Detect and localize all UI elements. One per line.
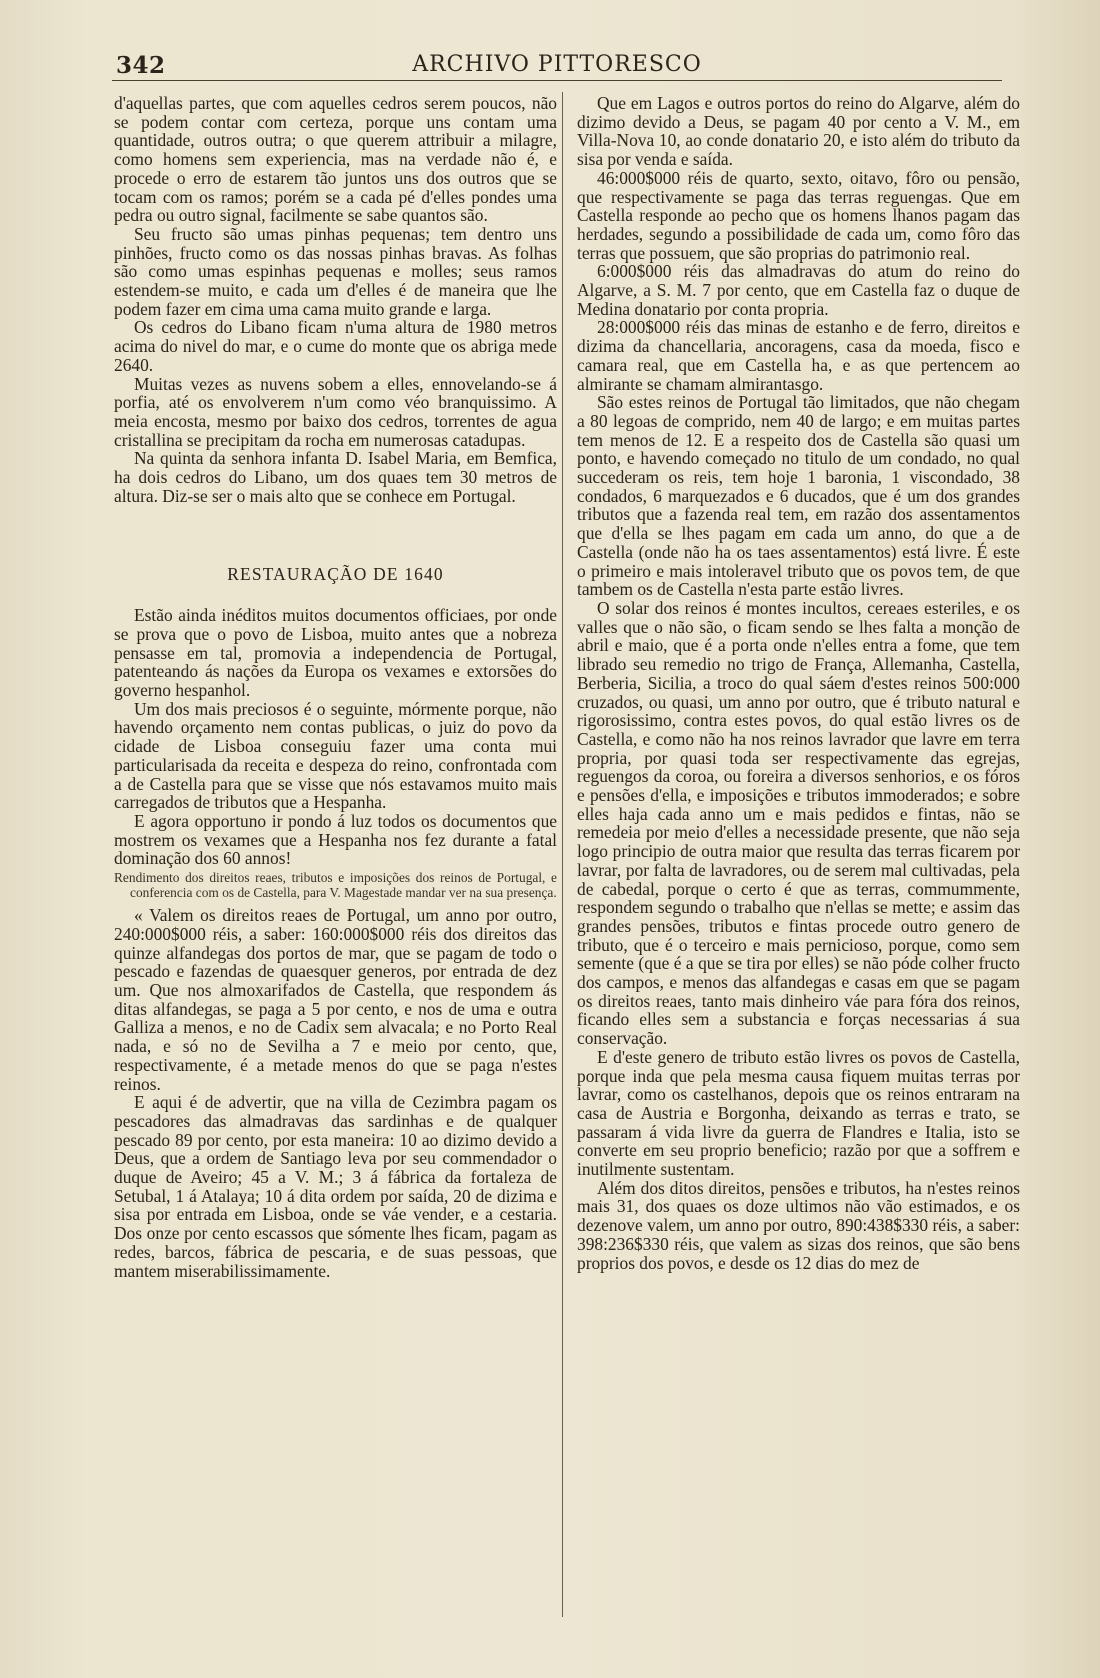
document-caption: Rendimento dos direitos reaes, tributos e imposições dos reinos de Portugal, e conferencia com os de Castella, para V. Magestade mandar ver na sua presença.	[114, 870, 557, 900]
paragraph: E aqui é de advertir, que na villa de Cezimbra pagam os pescadores das almadravas das sardinhas e de qualquer pescado 89 por cento, por esta maneira: 10 ao dizimo devido a Deus, que a ordem de Santiago leva por seu commendador o duque de Aveiro; 45 a V. M.; 3 á fábrica da fortaleza de Setubal, 1 á Atalaya; 10 á dita ordem por saída, 20 de dizima e sisa por entrada em Lisboa, onde se váe vender, e a cestaria. Dos onze por cento escassos que sómente lhes ficam, pagam as redes, barcos, fábrica de pescaria, e de suas pessoas, que mantem miserabilissimamente.	[114, 1092, 557, 1281]
paragraph: Estão ainda inéditos muitos documentos officiaes, por onde se prova que o povo de Lisboa, muito antes que a nobreza pensasse em tal, promovia a independencia de Portugal, patenteando ás nações da Europa os vexames e extorsões do governo hespanhol.	[114, 605, 557, 700]
right-column	[577, 94, 1020, 1272]
paragraph: Muitas vezes as nuvens sobem a elles, ennovelando-se á porfia, até os envolverem n'um como véo branquissimo. A meia encosta, mesmo por baixo dos cedros, torrentes de agua cristallina se precipitam da rocha em numerosas catadupas.	[114, 373, 557, 450]
paragraph: Um dos mais preciosos é o seguinte, mórmente porque, não havendo orçamento nem contas publicas, o juiz do povo da cidade de Lisboa conseguiu fazer uma conta mui particularisada da receita e despeza do reino, confrontada com a de Castella para que se visse que nós estavamos muito mais carregados de tributos que a Hespanha.	[114, 698, 557, 813]
paragraph: E d'este genero de tributo estão livres os povos de Castella, porque inda que pela mesma causa fiquem muitas terras por lavrar, como os castelhanos, depois que os reinos entraram na casa de Austria e Borgonha, deixando as terras e trato, se passaram á vida livre da guerra de Flandres e Italia, isto se converte em seu proprio beneficio; razão por que a soffrem e inutilmente sustentam.	[577, 1046, 1020, 1180]
page-number: 342	[116, 52, 166, 79]
paragraph: Além dos ditos direitos, pensões e tributos, ha n'estes reinos mais 31, dos quaes os doze ultimos não vão estimados, e os dezenove valem, um anno por outro, 890:438$330 réis, a saber: 398:236$330 réis, que valem as sizas dos reinos, que são bens proprios dos povos, e desde os 12 dias do mez de	[577, 1177, 1020, 1273]
page-header	[112, 48, 1002, 81]
section-title: RESTAURAÇÃO DE 1640	[227, 564, 444, 585]
paragraph: Que em Lagos e outros portos do reino do Algarve, além do dizimo devido a Deus, se pagam 40 por cento a V. M., em Villa-Nova 10, ao conde donatario 20, e isto além do tributo da sisa por venda e saída.	[577, 93, 1020, 170]
paragraph: São estes reinos de Portugal tão limitados, que não chegam a 80 legoas de comprido, nem 40 de largo; e em muitas partes tem menos de 12. E a respeito dos de Castella são quasi um ponto, e havendo começado no titulo de um condado, no qual succederam os reis, tem hoje 1 baronia, 1 viscondado, 38 condados, 6 marquezados e 6 ducados, que é um dos grandes tributos que a fazenda real tem, em razão dos assentamentos que d'ella se lhes pagam em cada um anno, do que a de Castella (onde não ha os taes assentamentos) está livre. É este o primeiro e mais intoleravel tributo que os povos tem, de que tambem os de Castella n'esta parte estão livres.	[577, 392, 1020, 600]
paragraph: 6:000$000 réis das almadravas do atum do reino do Algarve, a S. M. 7 por cento, que em Castella faz o duque de Medina donatario por conta propria.	[577, 261, 1020, 319]
paragraph: Na quinta da senhora infanta D. Isabel Maria, em Bemfica, ha dois cedros do Libano, um dos quaes tem 30 metros de altura. Diz-se ser o mais alto que se conhece em Portugal.	[114, 448, 557, 506]
column-divider	[562, 92, 563, 1617]
paragraph: Seu fructo são umas pinhas pequenas; tem dentro uns pinhões, fructo como os das nossas pinhas bravas. As folhas são como umas espinhas pequenas e molles; seus ramos estendem-se muito, e cada um d'elles é de maneira que lhe podem fazer em cima uma cama muito grande e larga.	[114, 223, 557, 319]
paragraph: « Valem os direitos reaes de Portugal, um anno por outro, 240:000$000 réis, a saber: 160:000$000 réis dos direitos das quinze alfandegas dos portos de mar, que se pagam de todo o pescado e fazendas de quaesquer generos, por entrada de dez um. Que nos almoxarifados de Castella, que respondem ás ditas alfandegas, se paga a 5 por cento, e nos de uma e outra Galliza a menos, e no de Cadix sem alvacala; e no Porto Real nada, e só no de Sevilha a 7 e meio por cento, que, respectivamente, é a metade menos do que se paga n'estes reinos.	[114, 905, 557, 1094]
paragraph: Os cedros do Libano ficam n'uma altura de 1980 metros acima do nivel do mar, e o cume do monte que os abriga mede 2640.	[114, 317, 557, 375]
paragraph: O solar dos reinos é montes incultos, cereaes esteriles, e os valles que o não são, o ficam sendo se lhes falta a monção de abril e maio, que é a porta onde n'elles entra a fome, que tem librado seu remedio no trigo de França, Allemanha, Castella, Berberia, Sicilia, a troco do qual sáem d'estes reinos 500:000 cruzados, ou quasi, um anno por outro, que é tributo natural e rigorosissimo, contra estes povos, do qual estão livres os de Castella, e como não ha nos reinos lavrador que lavre em terra propria, por quasi toda ser respectivamente das egrejas, reguengos da coroa, ou foreira a diversos senhorios, e os fóros e pensões d'ella, e imposições e tributos immoderados; e sobre elles haja cada anno um e mais pedidos e fintas, não se remedeia por meio d'elles a necessidade presente, que não seja logo principio de outra maior que resulta das terras ficarem por lavrar, por falta de lavradores, ou de serem mal cultivadas, pela de cabedal, porque o certo é que as terras, commummente, respondem segundo o trabalho que n'ellas se mette; e assim das grandes pensões, tributos e fintas procede outro genero de tributo, que é o terceiro e mais pernicioso, porque, como sem semente (que é a que se tira por elles) se não póde colher fructo dos campos, e menos das alfandegas e casas em que se pagam os direitos reaes, tanto mais dinheiro váe para fóra dos reinos, ficando elles sem a substancia e forças necessarias á sua conservação.	[577, 597, 1020, 1049]
paragraph: d'aquellas partes, que com aquelles cedros serem poucos, não se podem contar com certeza, porque uns contam uma quantidade, outros outra; o que querem attribuir a milagre, como homens sem experiencia, mas na verdade não é, e procede o erro de estarem tão juntos uns dos outros que se tocam com os ramos; porém se a cada pé d'elles pondes uma pedra ou outro signal, facilmente se sabe quantos são.	[114, 93, 557, 226]
left-column	[114, 94, 557, 1280]
running-title: ARCHIVO PITTORESCO	[412, 52, 702, 77]
paragraph: 28:000$000 réis das minas de estanho e de ferro, direitos e dizima da chancellaria, ancoragens, casa da moeda, fisco e camara real, que em Castella ha, e as que pertencem ao almirante se chamam almirantasgo.	[577, 317, 1020, 394]
paragraph: E agora opportuno ir pondo á luz todos os documentos que mostrem os vexames que a Hespanha nos fez durante a fatal dominação dos 60 annos!	[114, 810, 557, 869]
paragraph: 46:000$000 réis de quarto, sexto, oitavo, fôro ou pensão, que respectivamente se paga das terras reguengas. Que em Castella responde ao pecho que os homens lhanos pagam das herdades, segundo a possibilidade de cada um, como fôro das terras que possuem, que são proprias do patrimonio real.	[577, 167, 1020, 263]
